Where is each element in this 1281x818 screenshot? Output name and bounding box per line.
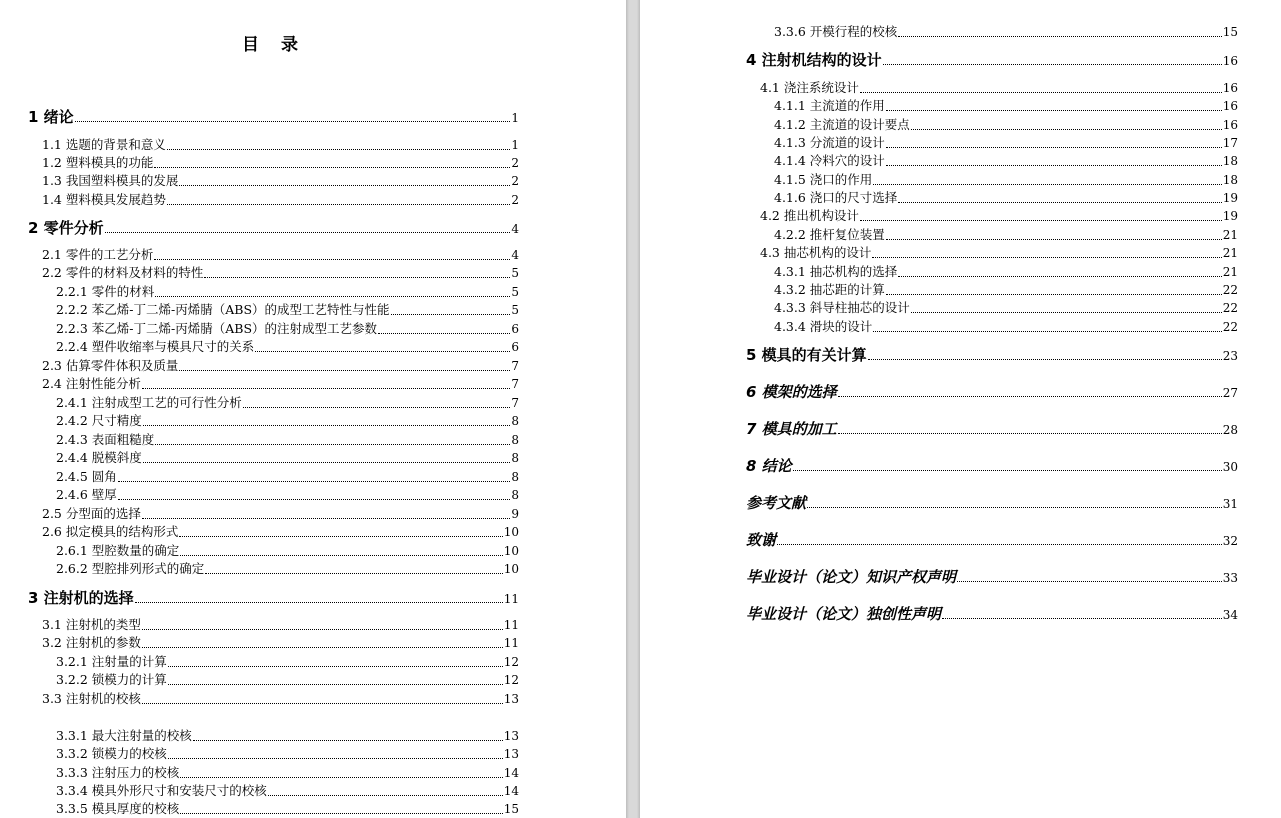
toc-entry-page: 15 (1222, 25, 1238, 39)
toc-entry-label: 2.4.3 表面粗糙度 (56, 432, 155, 447)
toc-entry[interactable] (774, 23, 1238, 41)
toc-entry-label: 3.2.1 注射量的计算 (56, 654, 167, 669)
toc-entry[interactable] (42, 172, 519, 190)
leader-dots (872, 257, 1221, 258)
leader-dots (135, 602, 503, 603)
toc-entry[interactable] (42, 505, 519, 523)
toc-entry-page: 22 (1222, 320, 1238, 334)
toc-entry[interactable] (56, 283, 519, 301)
leader-dots (860, 220, 1222, 221)
leader-dots (807, 507, 1222, 508)
toc-entry[interactable] (56, 782, 519, 800)
toc-entry-page: 7 (511, 396, 519, 410)
toc-entry[interactable] (774, 97, 1238, 115)
leader-dots (118, 481, 511, 482)
leader-dots (143, 462, 511, 463)
toc-entry-label: 3.3 注射机的校核 (42, 691, 141, 706)
leader-dots (378, 333, 510, 334)
toc-entry-label: 1.1 选题的背景和意义 (42, 137, 166, 152)
leader-dots (167, 149, 511, 150)
toc-entry-page: 12 (503, 655, 519, 669)
toc-page-left (0, 0, 626, 818)
toc-entry[interactable] (28, 108, 519, 126)
leader-dots (873, 184, 1221, 185)
toc-entry[interactable] (42, 634, 519, 652)
toc-entry[interactable] (56, 412, 519, 430)
leader-dots (179, 536, 502, 537)
leader-dots (886, 294, 1222, 295)
toc-entry-page: 16 (1222, 99, 1238, 113)
leader-dots (873, 331, 1221, 332)
toc-entry-label: 3.3.3 注射压力的校核 (56, 765, 180, 780)
toc-entry-label: 毕业设计（论文）独创性声明 (746, 605, 942, 623)
toc-entry[interactable] (774, 152, 1238, 170)
toc-entry-label: 5 模具的有关计算 (746, 346, 867, 364)
toc-entry-label: 3.2.2 锁模力的计算 (56, 672, 167, 687)
toc-entry-label: 6 模架的选择 (746, 383, 837, 401)
toc-entry-page: 21 (1222, 246, 1238, 260)
toc-entry-page: 19 (1222, 209, 1238, 223)
toc-entry-page: 15 (503, 802, 519, 816)
toc-entry[interactable] (774, 171, 1238, 189)
toc-entry-page: 13 (503, 729, 519, 743)
toc-entry-page: 1 (511, 111, 519, 125)
toc-entry-label: 2.2.2 苯乙烯-丁二烯-丙烯腈（ABS）的成型工艺特性与性能 (56, 302, 390, 317)
toc-entry[interactable] (746, 420, 1238, 438)
leader-dots (154, 259, 510, 260)
toc-entry[interactable] (56, 468, 519, 486)
leader-dots (142, 629, 503, 630)
toc-entry-label: 2 零件分析 (28, 219, 104, 237)
toc-entry-label: 参考文献 (746, 494, 807, 512)
toc-entry-label: 4.2.2 推杆复位装置 (774, 227, 885, 242)
toc-entry-page: 17 (1222, 136, 1238, 150)
leader-dots (883, 64, 1222, 65)
toc-entry-label: 2.2 零件的材料及材料的特性 (42, 265, 204, 280)
toc-entry[interactable] (746, 494, 1238, 512)
toc-entry[interactable] (56, 486, 519, 504)
toc-entry[interactable] (760, 207, 1238, 225)
toc-entry-label: 1 绪论 (28, 108, 74, 126)
toc-entry-page: 30 (1222, 460, 1238, 474)
toc-entry-page: 11 (503, 592, 519, 606)
leader-dots (205, 573, 502, 574)
leader-dots (75, 121, 511, 122)
toc-entry[interactable] (28, 589, 519, 607)
toc-entry[interactable] (56, 449, 519, 467)
toc-entry[interactable] (56, 542, 519, 560)
leader-dots (868, 359, 1222, 360)
toc-entry[interactable] (746, 531, 1238, 549)
leader-dots (255, 351, 510, 352)
toc-entry-label: 4.3.2 抽芯距的计算 (774, 282, 885, 297)
toc-entry[interactable] (746, 383, 1238, 401)
toc-entry-label: 2.2.1 零件的材料 (56, 284, 155, 299)
toc-entry[interactable] (56, 560, 519, 578)
toc-entry-label: 3.1 注射机的类型 (42, 617, 141, 632)
toc-entry[interactable] (746, 457, 1238, 475)
toc-entry-label: 2.2.4 塑件收缩率与模具尺寸的关系 (56, 339, 255, 354)
toc-entry[interactable] (28, 219, 519, 237)
toc-entry-label: 3.3.5 模具厚度的校核 (56, 801, 180, 816)
leader-dots (168, 666, 503, 667)
toc-entry-label: 4.1.6 浇口的尺寸选择 (774, 190, 898, 205)
toc-entry-label: 2.6.2 型腔排列形式的确定 (56, 561, 205, 576)
leader-dots (793, 470, 1222, 471)
toc-entry-page: 19 (1222, 191, 1238, 205)
toc-entry-page: 28 (1222, 423, 1238, 437)
toc-entry-label: 8 结论 (746, 457, 792, 475)
toc-entry-page: 7 (511, 359, 519, 373)
toc-entry-label: 2.2.3 苯乙烯-丁二烯-丙烯腈（ABS）的注射成型工艺参数 (56, 321, 378, 336)
leader-dots (911, 129, 1222, 130)
toc-entry[interactable] (774, 263, 1238, 281)
leader-dots (105, 232, 511, 233)
toc-entry[interactable] (42, 616, 519, 634)
leader-dots (154, 167, 510, 168)
toc-entry-label: 2.4 注射性能分析 (42, 376, 141, 391)
toc-entry-page: 10 (503, 544, 519, 558)
leader-dots (860, 92, 1222, 93)
toc-entry-page: 16 (1222, 54, 1238, 68)
leader-dots (180, 777, 502, 778)
toc-entry-label: 4.1.1 主流道的作用 (774, 98, 885, 113)
toc-entry[interactable] (774, 134, 1238, 152)
leader-dots (777, 544, 1222, 545)
leader-dots (886, 110, 1222, 111)
leader-dots (898, 276, 1221, 277)
toc-entry[interactable] (56, 745, 519, 763)
toc-entry-page: 22 (1222, 283, 1238, 297)
leader-dots (957, 581, 1222, 582)
leader-dots (168, 684, 503, 685)
leader-dots (179, 185, 510, 186)
toc-entry-label: 1.2 塑料模具的功能 (42, 155, 154, 170)
toc-entry[interactable] (774, 318, 1238, 336)
toc-entry-label: 2.6 拟定模具的结构形式 (42, 524, 179, 539)
toc-entry[interactable] (42, 246, 519, 264)
toc-entry-label: 2.4.4 脱模斜度 (56, 450, 142, 465)
toc-entry-label: 4.2 推出机构设计 (760, 208, 859, 223)
toc-entry[interactable] (42, 191, 519, 209)
leader-dots (838, 433, 1222, 434)
toc-entry-page: 7 (511, 377, 519, 391)
toc-entry-label: 7 模具的加工 (746, 420, 837, 438)
toc-entry-label: 3.3.4 模具外形尺寸和安装尺寸的校核 (56, 783, 267, 798)
toc-entry-label: 2.4.2 尺寸精度 (56, 413, 142, 428)
toc-entry-label: 2.4.1 注射成型工艺的可行性分析 (56, 395, 242, 410)
leader-dots (391, 314, 511, 315)
toc-entry-label: 2.5 分型面的选择 (42, 506, 141, 521)
leader-dots (118, 499, 511, 500)
leader-dots (886, 147, 1222, 148)
toc-entry-page: 22 (1222, 301, 1238, 315)
toc-entry[interactable] (42, 154, 519, 172)
toc-entry-page: 34 (1222, 608, 1238, 622)
toc-entry-page: 9 (511, 507, 519, 521)
toc-entry-page: 5 (511, 285, 519, 299)
leader-dots (155, 444, 510, 445)
toc-entry-label: 4.1.5 浇口的作用 (774, 172, 873, 187)
page-separator (626, 0, 640, 818)
leader-dots (142, 703, 503, 704)
toc-entry[interactable] (746, 51, 1238, 69)
toc-entry-page: 2 (511, 193, 519, 207)
toc-entry-label: 4.3.1 抽芯机构的选择 (774, 264, 898, 279)
toc-entry-page: 8 (511, 488, 519, 502)
leader-dots (898, 36, 1221, 37)
toc-entry[interactable] (746, 346, 1238, 364)
toc-entry-page: 2 (511, 174, 519, 188)
toc-entry[interactable] (56, 320, 519, 338)
toc-entry-label: 毕业设计（论文）知识产权声明 (746, 568, 957, 586)
leader-dots (168, 758, 503, 759)
toc-title: 目 录 (242, 35, 306, 55)
toc-entry-label: 2.1 零件的工艺分析 (42, 247, 154, 262)
toc-entry[interactable] (56, 338, 519, 356)
toc-entry-page: 4 (511, 248, 519, 262)
leader-dots (243, 407, 511, 408)
leader-dots (179, 370, 510, 371)
toc-entry[interactable] (42, 523, 519, 541)
leader-dots (142, 518, 511, 519)
toc-entry[interactable] (42, 136, 519, 154)
toc-entry[interactable] (774, 299, 1238, 317)
toc-entry-page: 8 (511, 414, 519, 428)
toc-entry-label: 2.4.6 壁厚 (56, 487, 117, 502)
toc-entry-page: 11 (503, 618, 519, 632)
leader-dots (167, 204, 511, 205)
toc-entry[interactable] (56, 671, 519, 689)
toc-entry-page: 27 (1222, 386, 1238, 400)
toc-entry[interactable] (56, 764, 519, 782)
toc-entry-page: 4 (511, 222, 519, 236)
toc-entry[interactable] (42, 264, 519, 282)
toc-entry-page: 18 (1222, 154, 1238, 168)
toc-entry[interactable] (774, 281, 1238, 299)
toc-entry-page: 16 (1222, 81, 1238, 95)
toc-entry-page: 8 (511, 451, 519, 465)
toc-entry-label: 1.3 我国塑料模具的发展 (42, 173, 179, 188)
toc-entry-page: 10 (503, 525, 519, 539)
leader-dots (143, 425, 511, 426)
toc-entry-page: 18 (1222, 173, 1238, 187)
toc-entry-page: 5 (511, 303, 519, 317)
toc-entry-page: 8 (511, 433, 519, 447)
toc-entry[interactable] (56, 800, 519, 818)
toc-entry-label: 4.1.2 主流道的设计要点 (774, 117, 910, 132)
toc-entry-label: 4 注射机结构的设计 (746, 51, 882, 69)
toc-entry[interactable] (42, 375, 519, 393)
toc-entry-page: 5 (511, 266, 519, 280)
toc-entry-page: 2 (511, 156, 519, 170)
toc-entry-label: 4.3 抽芯机构的设计 (760, 245, 872, 260)
toc-entry[interactable] (760, 79, 1238, 97)
toc-entry-page: 11 (503, 636, 519, 650)
toc-entry[interactable] (774, 116, 1238, 134)
toc-entry-label: 3.3.6 开模行程的校核 (774, 24, 898, 39)
toc-entry-label: 2.3 估算零件体积及质量 (42, 358, 179, 373)
toc-entry[interactable] (56, 431, 519, 449)
toc-entry-page: 14 (503, 766, 519, 780)
toc-entry-label: 1.4 塑料模具发展趋势 (42, 192, 166, 207)
toc-entry-page: 14 (503, 784, 519, 798)
toc-entry[interactable] (746, 605, 1238, 623)
toc-entry-label: 3 注射机的选择 (28, 589, 134, 607)
toc-entry-page: 1 (511, 138, 519, 152)
toc-entry[interactable] (42, 690, 519, 708)
toc-entry-page: 13 (503, 747, 519, 761)
toc-entry-label: 2.6.1 型腔数量的确定 (56, 543, 180, 558)
leader-dots (268, 795, 503, 796)
toc-entry-page: 23 (1222, 349, 1238, 363)
toc-entry[interactable] (56, 727, 519, 745)
toc-entry-page: 10 (503, 562, 519, 576)
leader-dots (180, 813, 502, 814)
leader-dots (204, 277, 510, 278)
toc-entry[interactable] (56, 301, 519, 319)
toc-entry-page: 21 (1222, 265, 1238, 279)
leader-dots (898, 202, 1221, 203)
toc-entry-page: 6 (511, 340, 519, 354)
leader-dots (193, 740, 503, 741)
toc-entry[interactable] (760, 244, 1238, 262)
toc-entry[interactable] (746, 568, 1238, 586)
toc-entry-page: 8 (511, 470, 519, 484)
toc-entry-label: 4.1.3 分流道的设计 (774, 135, 885, 150)
toc-entry-page: 31 (1222, 497, 1238, 511)
toc-entry[interactable] (42, 357, 519, 375)
toc-entry-label: 3.3.1 最大注射量的校核 (56, 728, 192, 743)
toc-entry-label: 4.3.3 斜导柱抽芯的设计 (774, 300, 910, 315)
toc-entry-label: 3.2 注射机的参数 (42, 635, 141, 650)
toc-page-right (640, 0, 1281, 818)
toc-entry-label: 4.1 浇注系统设计 (760, 80, 859, 95)
leader-dots (155, 296, 510, 297)
toc-entry-label: 4.3.4 滑块的设计 (774, 319, 873, 334)
toc-entry-label: 3.3.2 锁模力的校核 (56, 746, 167, 761)
leader-dots (886, 165, 1222, 166)
leader-dots (942, 618, 1222, 619)
toc-entry-page: 13 (503, 692, 519, 706)
toc-entry[interactable] (774, 189, 1238, 207)
toc-entry-page: 12 (503, 673, 519, 687)
leader-dots (886, 239, 1222, 240)
leader-dots (180, 555, 502, 556)
toc-entry-page: 21 (1222, 228, 1238, 242)
toc-entry-label: 2.4.5 圆角 (56, 469, 117, 484)
leader-dots (142, 388, 511, 389)
leader-dots (911, 312, 1222, 313)
toc-entry[interactable] (56, 653, 519, 671)
toc-entry[interactable] (56, 394, 519, 412)
toc-entry-page: 6 (511, 322, 519, 336)
leader-dots (142, 647, 503, 648)
toc-entry-page: 33 (1222, 571, 1238, 585)
toc-entry-label: 致谢 (746, 531, 777, 549)
toc-entry-page: 32 (1222, 534, 1238, 548)
toc-entry-page: 16 (1222, 118, 1238, 132)
toc-entry[interactable] (774, 226, 1238, 244)
toc-entry-label: 4.1.4 冷料穴的设计 (774, 153, 885, 168)
leader-dots (838, 396, 1222, 397)
